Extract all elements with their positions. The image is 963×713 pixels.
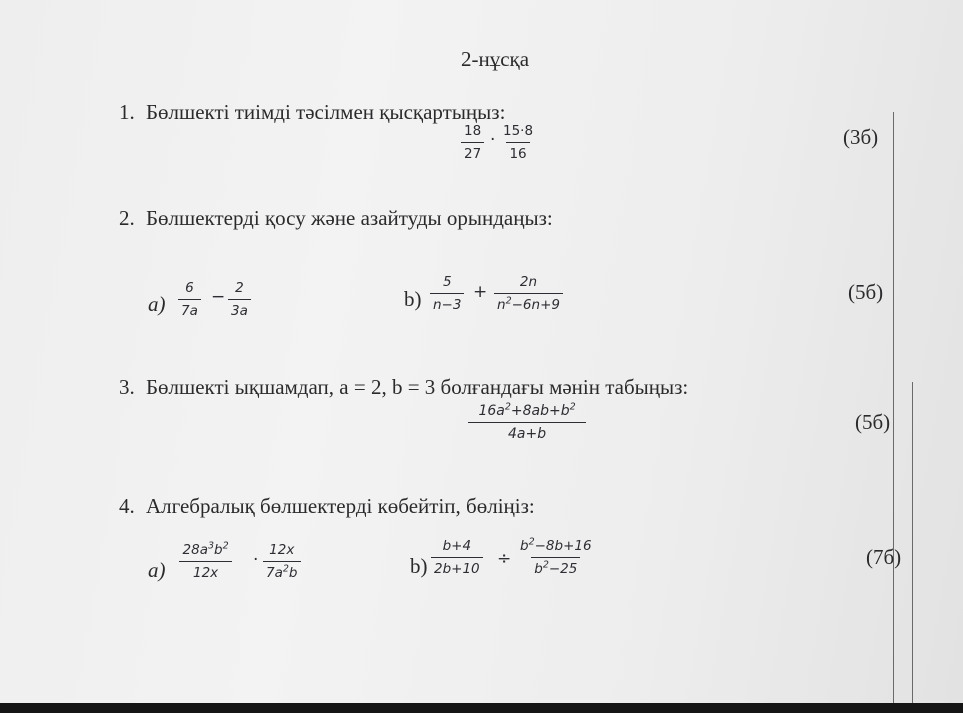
fraction [263, 542, 301, 581]
task-number: 3. [119, 375, 135, 399]
task-points: (3б) [843, 125, 879, 149]
denominator: $7a^2b$ [263, 561, 301, 581]
denominator: 4a+b [468, 422, 586, 442]
task-3 [119, 375, 688, 400]
subtask-label: a) [148, 292, 166, 316]
denominator: $n^2-6n+9$ [494, 293, 563, 313]
divide-operator: ÷ [497, 549, 512, 569]
numerator: 18 [464, 123, 482, 139]
numerator: $28a^3b^2$ [182, 540, 229, 558]
task-points: (7б) [866, 545, 902, 569]
task-number: 4. [119, 494, 135, 518]
numerator: 5 [442, 274, 452, 290]
numerator: 2n [519, 274, 538, 290]
task-2 [119, 206, 553, 231]
fraction [178, 280, 201, 319]
task-1 [119, 100, 505, 125]
denominator: 2b+10 [431, 557, 483, 577]
task-text: Бөлшекті тиімді тәсілмен қысқартыңыз: [146, 100, 506, 124]
fraction [517, 538, 595, 577]
fraction [468, 403, 586, 442]
task-points: (5б) [848, 280, 884, 304]
denominator: $b^2-25$ [531, 557, 580, 577]
fraction [228, 280, 251, 319]
multiply-operator: · [253, 550, 259, 570]
task-points: (5б) [855, 410, 891, 434]
variant-title: 2-нұсқа [461, 47, 530, 71]
numerator: 15·8 [503, 123, 534, 139]
denominator: 3a [228, 299, 251, 319]
fraction [431, 538, 483, 577]
denominator: 12x [179, 561, 232, 581]
subtask-label: a) [148, 558, 166, 582]
fraction [430, 274, 464, 313]
fraction [500, 123, 536, 162]
numerator: 2 [235, 280, 244, 296]
paper-edge-line [912, 382, 913, 703]
fraction [461, 123, 484, 162]
task-4 [119, 494, 535, 519]
task-text: Бөлшекті ықшамдап, a = 2, b = 3 болғандағы мәнін табыңыз: [146, 375, 689, 399]
paper-edge-line [893, 112, 894, 703]
subtask-label: b) [404, 287, 422, 311]
task-number: 1. [119, 100, 135, 124]
subtask-label: b) [410, 554, 428, 578]
task-text: Бөлшектерді қосу және азайтуды орындаңыз: [146, 206, 553, 230]
task-text: Алгебралық бөлшектерді көбейтіп, бөліңіз: [146, 494, 535, 518]
denominator: 7a [178, 299, 201, 319]
bottom-shadow [0, 703, 963, 713]
denominator: 16 [506, 142, 529, 162]
plus-operator: + [473, 282, 488, 302]
task-number: 2. [119, 206, 135, 230]
minus-operator: − [211, 287, 226, 307]
numerator: b+4 [442, 538, 472, 554]
numerator: 12x [269, 542, 295, 558]
numerator: $16a^2+8ab+b^2$ [478, 401, 576, 419]
fraction [494, 274, 563, 313]
fraction [179, 542, 232, 581]
denominator: n−3 [430, 293, 464, 313]
numerator: $b^2-8b+16$ [520, 536, 592, 554]
numerator: 6 [185, 280, 194, 296]
denominator: 27 [461, 142, 484, 162]
multiply-operator: · [490, 130, 496, 150]
